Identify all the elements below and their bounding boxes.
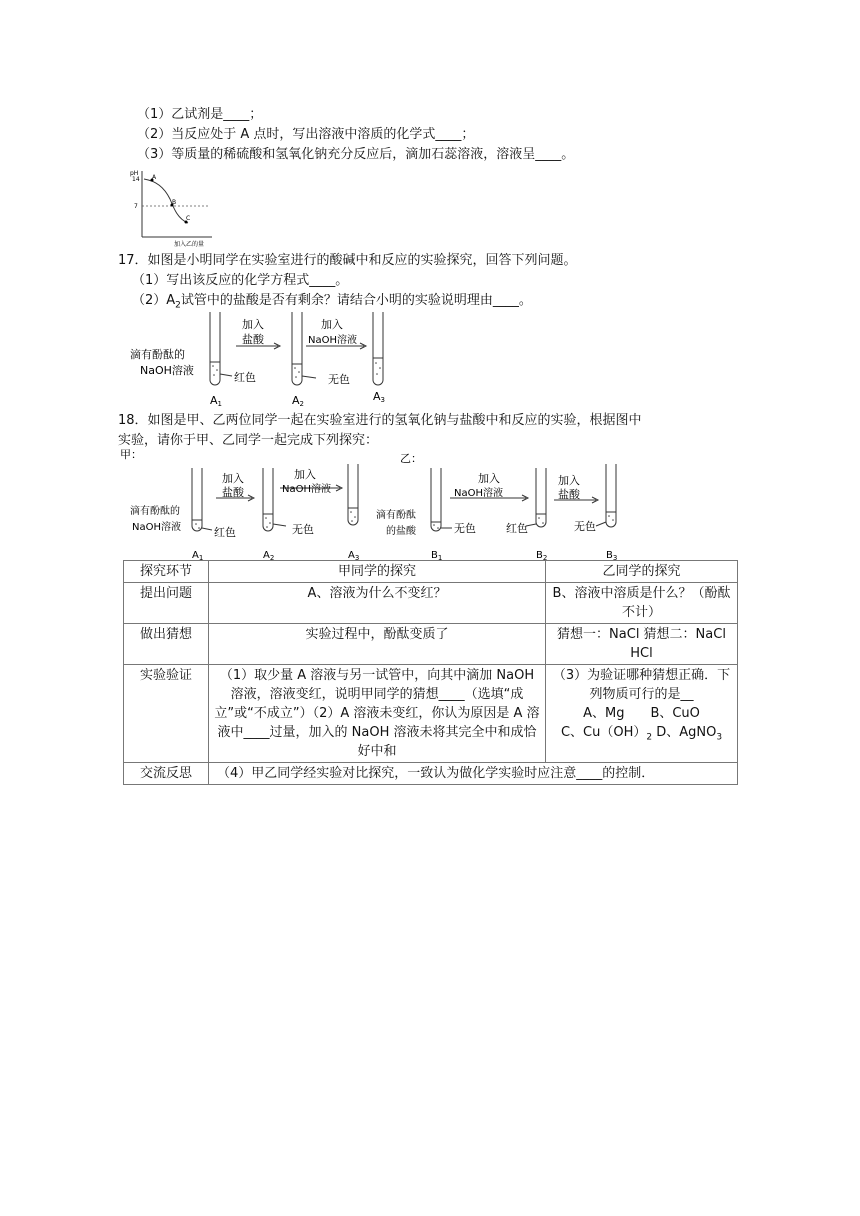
q18-jia-arrow1-top: 加入: [222, 472, 244, 485]
header-cell: 乙同学的探究: [546, 561, 738, 583]
graph-y14: 14: [132, 176, 140, 183]
q18-jia-label: 甲：: [120, 448, 142, 461]
q17-arrow1-bottom: 盐酸: [242, 333, 264, 346]
q16-line2: （2）当反应处于 A 点时，写出溶液中溶质的化学式____；: [137, 127, 475, 142]
table-cell: A、溶液为什么不变红？: [209, 583, 546, 624]
q17-arrow2-top: 加入: [321, 318, 343, 331]
q17-color1: 红色: [234, 371, 256, 384]
table-cell: （1）取少量 A 溶液与另一试管中，向其中滴加 NaOH 溶液，溶液变红，说明甲同学的猜想____（选填“成立”或“不成立”）（2）A 溶液未变红，你认为原因是 A 溶液中____过量，加入的 NaOH 溶液未将其完全中和成恰好中和: [209, 665, 546, 763]
q17-left1: 滴有酚酞的: [130, 348, 185, 361]
q18-yi-color1: 无色: [454, 522, 476, 535]
graph-y7: 7: [134, 203, 138, 210]
q18-yi-label: 乙：: [400, 452, 422, 465]
row-label: 交流反思: [124, 763, 209, 785]
q18-yi-arrow1-bottom: NaOH溶液: [454, 488, 503, 499]
graph-point-a: A: [152, 174, 157, 181]
table-header-row: [124, 561, 738, 583]
q16-line1: （1）乙试剂是____；: [137, 107, 263, 122]
q18-jia-arrow1-bottom: 盐酸: [222, 486, 244, 499]
q18-tube-a1: $A_1$: [192, 550, 204, 560]
q18-tube-b1: $B_1$: [431, 550, 443, 560]
table-row: [124, 583, 738, 624]
q18-yi-left1: 滴有酚酞: [376, 510, 416, 521]
q18-yi-arrow1-top: 加入: [478, 472, 500, 485]
q18-tube-a2: $A_2$: [263, 550, 275, 560]
table-cell: B、溶液中溶质是什么？（酚酞不计）: [546, 583, 738, 624]
table-row: [124, 624, 738, 665]
q17-figure: [128, 308, 398, 408]
q18-jia-left2: NaOH溶液: [132, 522, 181, 533]
q18-jia-arrow2-top: 加入: [294, 468, 316, 481]
header-cell: 甲同学的探究: [209, 561, 546, 583]
table-cell: （4）甲乙同学经实验对比探究，一致认为做化学实验时应注意____的控制．: [209, 763, 738, 785]
q18-tube-b3: $B_3$: [606, 550, 618, 560]
q18-yi-arrow2-top: 加入: [558, 474, 580, 487]
q18-yi-color2: 红色: [506, 522, 528, 535]
q18-jia-color1: 红色: [214, 526, 236, 539]
q18-jia-arrow2-bottom: NaOH溶液: [282, 484, 331, 495]
q18-yi-arrow2-bottom: 盐酸: [558, 488, 580, 501]
q18-yi-color3: 无色: [574, 520, 596, 533]
q18-yi-left2: 的盐酸: [386, 526, 416, 537]
q16-line3: （3）等质量的稀硫酸和氢氧化钠充分反应后，滴加石蕊溶液，溶液呈____。: [137, 147, 575, 162]
q17-tube-a3: A3: [373, 390, 385, 404]
row-label: 提出问题: [124, 583, 209, 624]
graph-point-c: C: [186, 215, 191, 222]
q17-line1: （1）写出该反应的化学方程式____。: [132, 273, 349, 288]
q18-tube-b2: $B_2$: [536, 550, 548, 560]
q17-tube-a2: A2: [292, 394, 304, 408]
graph-xlabel: 加入乙的量: [174, 241, 205, 248]
q18-figure: [118, 448, 638, 560]
q17-line2: $(2)A_2$试管中的盐酸是否有剩余？请结合小明的实验说明理由____。: [132, 293, 532, 311]
q17-arrow1-top: 加入: [242, 318, 264, 331]
q18-jia-left1: 滴有酚酞的: [130, 506, 180, 517]
table-cell: 实验过程中，酚酞变质了: [209, 624, 546, 665]
q17-arrow2-bottom: NaOH溶液: [308, 335, 357, 346]
q18-title-line2: 实验，请你于甲、乙同学一起完成下列探究：: [118, 433, 379, 448]
q17-left2: NaOH溶液: [140, 364, 194, 377]
q18-tube-a3: $A_3$: [348, 550, 360, 560]
table-row: [124, 665, 738, 763]
q18-title-line1: 18．如图是甲、乙两位同学一起在实验室进行的氢氧化钠与盐酸中和反应的实验，根据图中: [118, 413, 642, 428]
table-cell: （3）为验证哪种猜想正确．下列物质可行的是__ A、Mg B、CuO C、$Cu(OH)_2$ D、AgNO$_3$: [546, 665, 738, 763]
graph-point-b: B: [172, 199, 177, 206]
q17-title: 17．如图是小明同学在实验室进行的酸碱中和反应的实验探究，回答下列问题。: [118, 253, 577, 268]
table-row: [124, 763, 738, 785]
table-cell: 猜想一：NaCl 猜想二：NaCl HCl: [546, 624, 738, 665]
q18-jia-color2: 无色: [292, 523, 314, 536]
q17-color2: 无色: [328, 373, 350, 386]
row-label: 实验验证: [124, 665, 209, 763]
ph-graph: [128, 167, 218, 249]
row-label: 做出猜想: [124, 624, 209, 665]
graph-ylabel: pH: [130, 170, 139, 177]
q17-tube-a1: A1: [210, 394, 222, 408]
header-cell: 探究环节: [124, 561, 209, 583]
inquiry-table: [123, 560, 738, 785]
